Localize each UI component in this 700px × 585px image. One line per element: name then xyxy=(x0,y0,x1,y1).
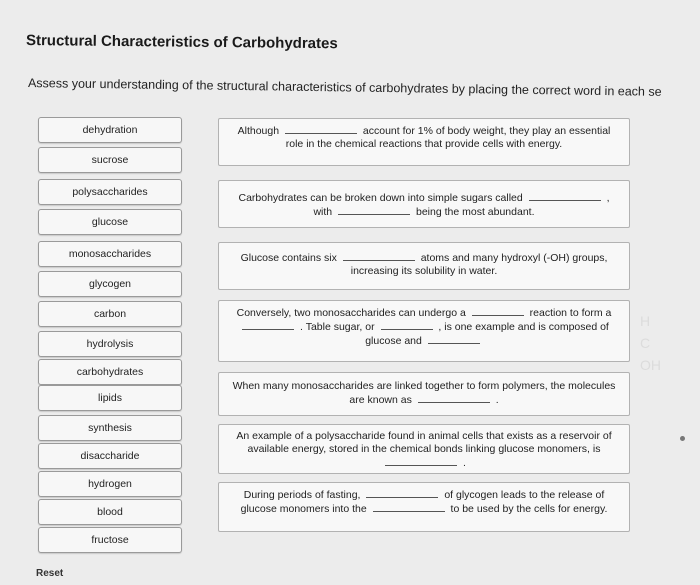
word-tile-synthesis[interactable]: synthesis xyxy=(38,415,182,441)
drop-blank-7b[interactable] xyxy=(373,502,445,512)
question-5-text-1: When many monosaccharides are linked together to form polymers, the molecules are known as xyxy=(232,380,616,406)
drop-blank-5a[interactable] xyxy=(418,393,490,403)
question-3-text-2: atoms and many hydroxyl (-OH) groups, increasing its solubility in water. xyxy=(350,252,608,277)
page-title: Structural Characteristics of Carbohydrates xyxy=(25,32,338,53)
question-6-text-1: An example of a polysaccharide found in animal cells that exists as a reservoir of available energy, stored in the chemical bonds linking glucose monomers, is xyxy=(236,430,612,455)
question-4-text-2: reaction to form a xyxy=(529,307,612,319)
question-4 xyxy=(218,300,630,362)
question-5 xyxy=(218,372,630,416)
drop-blank-3a[interactable] xyxy=(343,251,415,261)
drop-blank-4d[interactable] xyxy=(428,334,480,344)
question-7-text-3: to be used by the cells for energy. xyxy=(450,503,608,515)
question-1-text-1: Although xyxy=(237,125,280,137)
drop-blank-6a[interactable] xyxy=(385,456,457,466)
word-tile-sucrose[interactable]: sucrose xyxy=(38,147,182,173)
drop-blank-1a[interactable] xyxy=(285,124,357,134)
question-4-text-4: , is one example and is composed of glucose and xyxy=(365,321,609,347)
instructions-text: Assess your understanding of the structural characteristics of carbohydrates by placing the correct word in each se xyxy=(27,76,662,99)
question-4-text-1: Conversely, two monosaccharides can undergo a xyxy=(236,307,466,319)
reset-button[interactable]: Reset xyxy=(36,568,64,579)
question-1 xyxy=(218,118,630,166)
drop-blank-2b[interactable] xyxy=(338,205,410,215)
question-2-text-2: , with xyxy=(313,192,610,218)
question-7-text-2: of glycogen leads to the release of glucose monomers into the xyxy=(240,489,605,515)
word-tile-monosaccharides[interactable]: monosaccharides xyxy=(38,241,182,267)
question-7-text-1: During periods of fasting, xyxy=(243,489,361,501)
drop-blank-4b[interactable] xyxy=(242,320,294,330)
word-tile-lipids[interactable]: lipids xyxy=(38,385,182,411)
faded-background-text: H C OH xyxy=(640,313,661,373)
question-4-text-3: . Table sugar, or xyxy=(300,321,375,333)
drop-blank-7a[interactable] xyxy=(366,488,438,498)
question-6 xyxy=(218,424,630,474)
question-2-text-1: Carbohydrates can be broken down into simple sugars called xyxy=(238,192,523,204)
word-tile-dehydration[interactable]: dehydration xyxy=(38,117,182,143)
question-2-text-3: being the most abundant. xyxy=(416,206,535,218)
word-tile-glucose[interactable]: glucose xyxy=(38,209,182,235)
word-tile-hydrogen[interactable]: hydrogen xyxy=(38,471,182,497)
word-tile-polysaccharides[interactable]: polysaccharides xyxy=(38,179,182,205)
word-tile-disaccharide[interactable]: disaccharide xyxy=(38,443,182,469)
dot-marker xyxy=(680,436,685,441)
question-3 xyxy=(218,242,630,290)
word-tile-carbon[interactable]: carbon xyxy=(38,301,182,327)
drop-blank-2a[interactable] xyxy=(529,191,601,201)
question-5-text-2: . xyxy=(495,394,499,406)
word-tile-hydrolysis[interactable]: hydrolysis xyxy=(38,331,182,357)
question-2 xyxy=(218,180,630,228)
word-tile-glycogen[interactable]: glycogen xyxy=(38,271,182,297)
question-7 xyxy=(218,482,630,532)
drop-blank-4a[interactable] xyxy=(472,306,524,316)
word-tile-blood[interactable]: blood xyxy=(38,499,182,525)
drop-blank-4c[interactable] xyxy=(381,320,433,330)
question-6-text-2: . xyxy=(463,457,466,469)
question-1-text-2: account for 1% of body weight, they play an essential role in the chemical reactions that provide cells with energy. xyxy=(285,125,611,150)
word-tile-carbohydrates[interactable]: carbohydrates xyxy=(38,359,182,385)
question-3-text-1: Glucose contains six xyxy=(240,252,337,264)
word-tile-fructose[interactable]: fructose xyxy=(38,527,182,553)
